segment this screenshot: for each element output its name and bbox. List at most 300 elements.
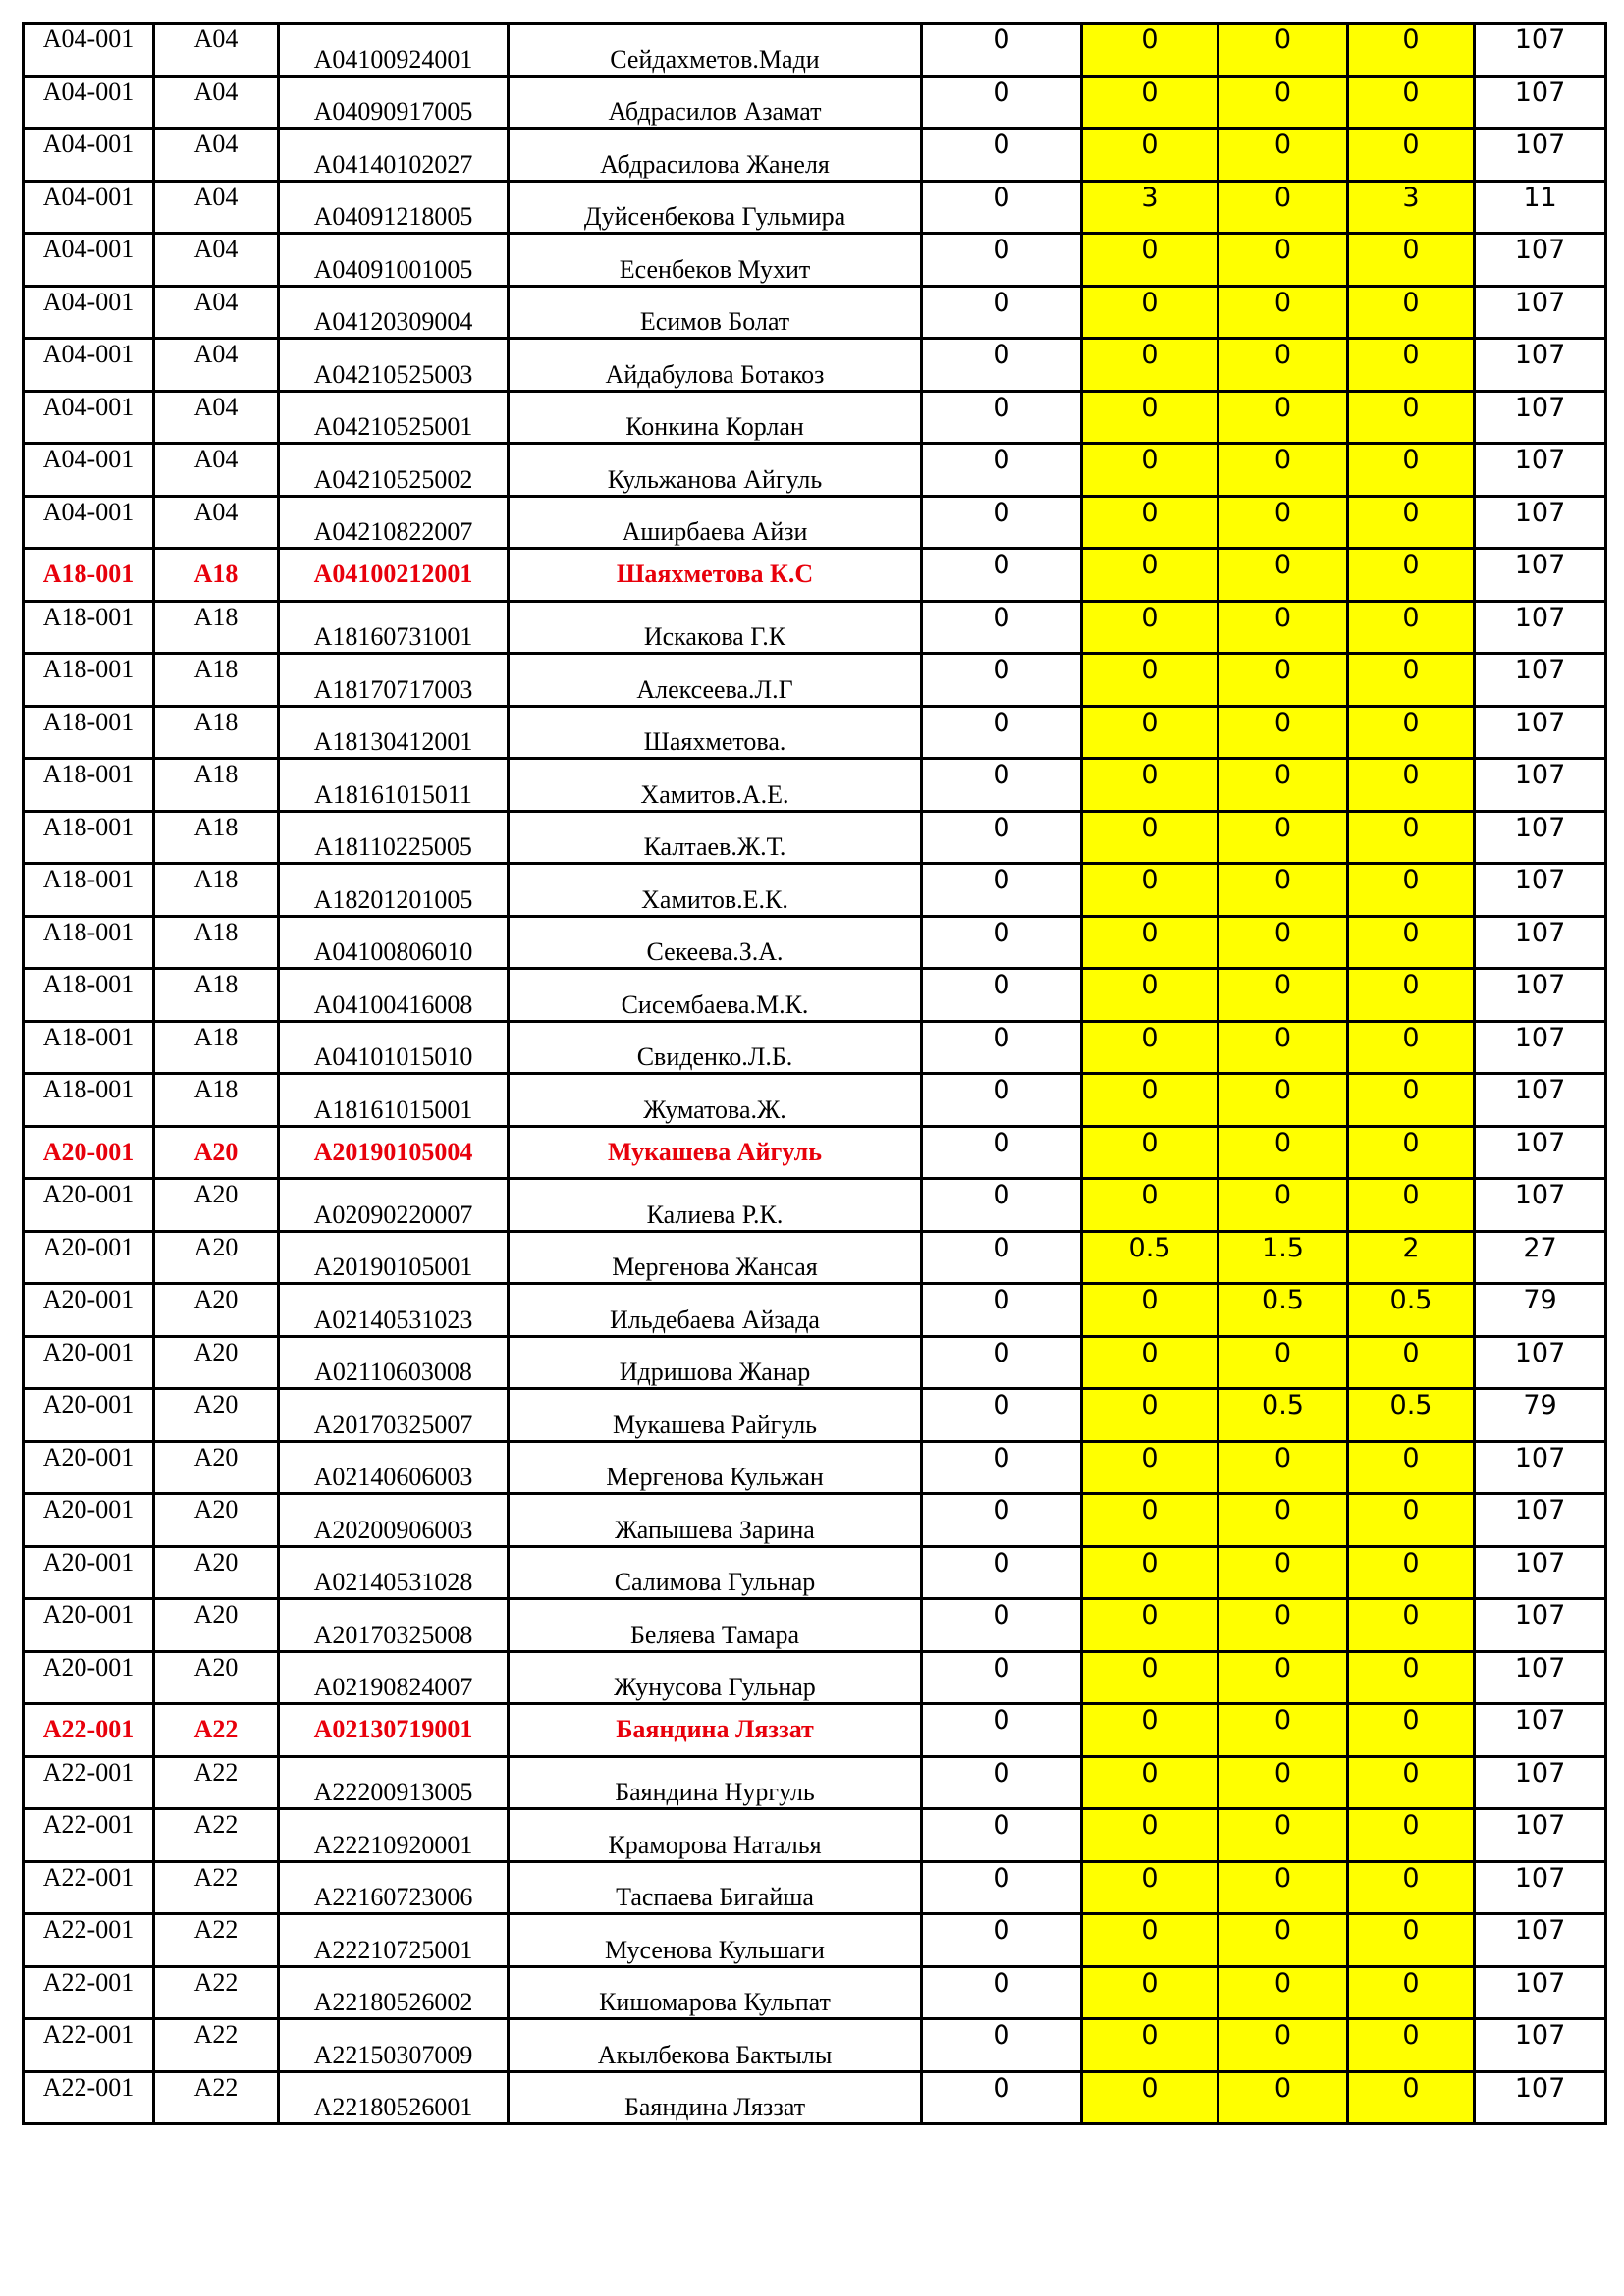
name-cell: Есимов Болат [509, 286, 922, 339]
id-cell: A04120309004 [279, 286, 509, 339]
total-cell: 107 [1475, 24, 1606, 77]
highlight-value-cell: 3 [1082, 181, 1218, 234]
highlight-value-cell: 0 [1348, 2019, 1475, 2072]
code-cell: A04-001 [24, 496, 154, 549]
name-cell: Кишомарова Кульпат [509, 1966, 922, 2019]
value-cell: 0 [922, 76, 1082, 129]
highlight-value-cell: 0 [1218, 1546, 1348, 1599]
highlight-value-cell: 2 [1348, 1231, 1475, 1284]
highlight-value-cell: 0 [1348, 601, 1475, 654]
name-cell: Беляева Тамара [509, 1599, 922, 1652]
highlight-value-cell: 0 [1218, 864, 1348, 917]
highlight-value-cell: 0 [1082, 76, 1218, 129]
value-cell: 0 [922, 2019, 1082, 2072]
total-cell: 107 [1475, 916, 1606, 969]
name-cell: Айдабулова Ботакоз [509, 339, 922, 392]
id-cell: A20190105004 [279, 1126, 509, 1179]
name-cell: Шаяхметова К.С [509, 549, 922, 602]
highlight-value-cell: 0 [1082, 1599, 1218, 1652]
total-cell: 107 [1475, 1074, 1606, 1127]
group-cell: A20 [154, 1336, 279, 1389]
table-row [24, 969, 1606, 1022]
highlight-value-cell: 0 [1218, 1126, 1348, 1179]
table-row [24, 129, 1606, 182]
total-cell: 107 [1475, 1651, 1606, 1704]
highlight-value-cell: 0 [1082, 1074, 1218, 1127]
code-cell: A22-001 [24, 1756, 154, 1809]
table-row [24, 2019, 1606, 2072]
table-row [24, 234, 1606, 287]
table-row [24, 1179, 1606, 1232]
code-cell: A18-001 [24, 916, 154, 969]
highlight-value-cell: 0.5 [1082, 1231, 1218, 1284]
id-cell: A18201201005 [279, 864, 509, 917]
value-cell: 0 [922, 706, 1082, 759]
code-cell: A04-001 [24, 391, 154, 444]
value-cell: 0 [922, 286, 1082, 339]
highlight-value-cell: 0 [1218, 1599, 1348, 1652]
total-cell: 107 [1475, 1599, 1606, 1652]
table-row [24, 811, 1606, 864]
total-cell: 107 [1475, 1126, 1606, 1179]
total-cell: 107 [1475, 129, 1606, 182]
highlight-value-cell: 0 [1218, 1336, 1348, 1389]
highlight-value-cell: 0 [1082, 129, 1218, 182]
highlight-value-cell: 0 [1082, 24, 1218, 77]
value-cell: 0 [922, 1914, 1082, 1967]
group-cell: A20 [154, 1494, 279, 1547]
table-row [24, 1809, 1606, 1862]
highlight-value-cell: 0.5 [1218, 1284, 1348, 1337]
highlight-value-cell: 0 [1082, 1704, 1218, 1757]
id-cell: A22150307009 [279, 2019, 509, 2072]
total-cell: 27 [1475, 1231, 1606, 1284]
value-cell: 0 [922, 1599, 1082, 1652]
table-row [24, 1756, 1606, 1809]
code-cell: A22-001 [24, 1914, 154, 1967]
highlight-value-cell: 0 [1082, 1861, 1218, 1914]
table-row [24, 864, 1606, 917]
table-row [24, 654, 1606, 707]
total-cell: 107 [1475, 654, 1606, 707]
highlight-value-cell: 0 [1348, 864, 1475, 917]
id-cell: A20200906003 [279, 1494, 509, 1547]
table-row [24, 601, 1606, 654]
highlight-value-cell: 0 [1082, 444, 1218, 497]
group-cell: A22 [154, 2071, 279, 2124]
highlight-value-cell: 0 [1348, 1021, 1475, 1074]
highlight-value-cell: 0 [1348, 1336, 1475, 1389]
name-cell: Абдрасилов Азамат [509, 76, 922, 129]
id-cell: A18110225005 [279, 811, 509, 864]
highlight-value-cell: 0 [1218, 181, 1348, 234]
value-cell: 0 [922, 181, 1082, 234]
total-cell: 107 [1475, 496, 1606, 549]
id-cell: A04210525003 [279, 339, 509, 392]
group-cell: A04 [154, 444, 279, 497]
highlight-value-cell: 0 [1348, 2071, 1475, 2124]
code-cell: A20-001 [24, 1441, 154, 1494]
highlight-value-cell: 0 [1348, 1441, 1475, 1494]
highlight-value-cell: 0 [1082, 1336, 1218, 1389]
group-cell: A04 [154, 286, 279, 339]
highlight-value-cell: 0 [1348, 286, 1475, 339]
code-cell: A20-001 [24, 1284, 154, 1337]
code-cell: A04-001 [24, 444, 154, 497]
id-cell: A04090917005 [279, 76, 509, 129]
name-cell: Дуйсенбекова Гульмира [509, 181, 922, 234]
name-cell: Кульжанова Айгуль [509, 444, 922, 497]
value-cell: 0 [922, 129, 1082, 182]
table-row [24, 916, 1606, 969]
name-cell: Аширбаева Айзи [509, 496, 922, 549]
group-cell: A04 [154, 234, 279, 287]
value-cell: 0 [922, 339, 1082, 392]
total-cell: 107 [1475, 234, 1606, 287]
value-cell: 0 [922, 864, 1082, 917]
highlight-value-cell: 0 [1082, 2019, 1218, 2072]
id-cell: A02140531023 [279, 1284, 509, 1337]
total-cell: 107 [1475, 2071, 1606, 2124]
highlight-value-cell: 0 [1348, 1861, 1475, 1914]
id-cell: A04100416008 [279, 969, 509, 1022]
highlight-value-cell: 0 [1348, 1126, 1475, 1179]
highlight-value-cell: 0.5 [1348, 1389, 1475, 1442]
group-cell: A18 [154, 1074, 279, 1127]
id-cell: A20170325007 [279, 1389, 509, 1442]
group-cell: A20 [154, 1651, 279, 1704]
highlight-value-cell: 0 [1348, 706, 1475, 759]
id-cell: A22180526002 [279, 1966, 509, 2019]
table-row [24, 706, 1606, 759]
code-cell: A04-001 [24, 234, 154, 287]
group-cell: A20 [154, 1126, 279, 1179]
highlight-value-cell: 0 [1082, 706, 1218, 759]
highlight-value-cell: 0 [1218, 1914, 1348, 1967]
code-cell: A20-001 [24, 1231, 154, 1284]
highlight-value-cell: 0 [1082, 1756, 1218, 1809]
id-cell: A18161015001 [279, 1074, 509, 1127]
value-cell: 0 [922, 2071, 1082, 2124]
id-cell: A02140531028 [279, 1546, 509, 1599]
highlight-value-cell: 0 [1082, 601, 1218, 654]
id-cell: A04101015010 [279, 1021, 509, 1074]
group-cell: A18 [154, 759, 279, 812]
table-row [24, 1074, 1606, 1127]
table-row [24, 1914, 1606, 1967]
highlight-value-cell: 0 [1218, 549, 1348, 602]
id-cell: A04091001005 [279, 234, 509, 287]
id-cell: A02190824007 [279, 1651, 509, 1704]
id-cell: A04100924001 [279, 24, 509, 77]
highlight-value-cell: 0 [1348, 1546, 1475, 1599]
name-cell: Краморова Наталья [509, 1809, 922, 1862]
id-cell: A22210725001 [279, 1914, 509, 1967]
group-cell: A20 [154, 1546, 279, 1599]
name-cell: Мусенова Кульшаги [509, 1914, 922, 1967]
total-cell: 107 [1475, 1336, 1606, 1389]
name-cell: Сейдахметов.Мади [509, 24, 922, 77]
highlight-value-cell: 0 [1082, 1914, 1218, 1967]
group-cell: A20 [154, 1599, 279, 1652]
group-cell: A18 [154, 654, 279, 707]
id-cell: A20170325008 [279, 1599, 509, 1652]
code-cell: A20-001 [24, 1389, 154, 1442]
total-cell: 107 [1475, 1809, 1606, 1862]
highlight-value-cell: 0 [1348, 1599, 1475, 1652]
id-cell: A04210822007 [279, 496, 509, 549]
highlight-value-cell: 0 [1218, 2071, 1348, 2124]
total-cell: 107 [1475, 601, 1606, 654]
name-cell: Конкина Корлан [509, 391, 922, 444]
id-cell: A22210920001 [279, 1809, 509, 1862]
highlight-value-cell: 0 [1218, 234, 1348, 287]
group-cell: A18 [154, 969, 279, 1022]
code-cell: A18-001 [24, 601, 154, 654]
total-cell: 107 [1475, 1179, 1606, 1232]
name-cell: Мукашева Айгуль [509, 1126, 922, 1179]
code-cell: A04-001 [24, 181, 154, 234]
value-cell: 0 [922, 1861, 1082, 1914]
highlight-value-cell: 0 [1218, 601, 1348, 654]
highlight-value-cell: 0 [1218, 1179, 1348, 1232]
group-cell: A18 [154, 1021, 279, 1074]
group-cell: A22 [154, 1809, 279, 1862]
total-cell: 107 [1475, 339, 1606, 392]
id-cell: A18130412001 [279, 706, 509, 759]
highlight-value-cell: 0 [1348, 759, 1475, 812]
value-cell: 0 [922, 1966, 1082, 2019]
code-cell: A22-001 [24, 1809, 154, 1862]
highlight-value-cell: 0 [1082, 1389, 1218, 1442]
total-cell: 107 [1475, 759, 1606, 812]
value-cell: 0 [922, 444, 1082, 497]
table-row [24, 1389, 1606, 1442]
total-cell: 107 [1475, 1441, 1606, 1494]
highlight-value-cell: 0 [1218, 129, 1348, 182]
value-cell: 0 [922, 391, 1082, 444]
value-cell: 0 [922, 1336, 1082, 1389]
name-cell: Алексеева.Л.Г [509, 654, 922, 707]
code-cell: A04-001 [24, 339, 154, 392]
id-cell: A22160723006 [279, 1861, 509, 1914]
table-row [24, 1284, 1606, 1337]
id-cell: A20190105001 [279, 1231, 509, 1284]
highlight-value-cell: 0 [1348, 1494, 1475, 1547]
highlight-value-cell: 0 [1348, 1914, 1475, 1967]
total-cell: 79 [1475, 1389, 1606, 1442]
group-cell: A20 [154, 1179, 279, 1232]
highlight-value-cell: 0 [1348, 1966, 1475, 2019]
table-row [24, 1651, 1606, 1704]
name-cell: Баяндина Ляззат [509, 1704, 922, 1757]
code-cell: A18-001 [24, 864, 154, 917]
total-cell: 107 [1475, 1756, 1606, 1809]
code-cell: A20-001 [24, 1599, 154, 1652]
group-cell: A18 [154, 549, 279, 602]
group-cell: A22 [154, 1756, 279, 1809]
id-cell: A02140606003 [279, 1441, 509, 1494]
code-cell: A20-001 [24, 1336, 154, 1389]
name-cell: Свиденко.Л.Б. [509, 1021, 922, 1074]
table-row [24, 181, 1606, 234]
group-cell: A18 [154, 601, 279, 654]
total-cell: 107 [1475, 2019, 1606, 2072]
group-cell: A18 [154, 706, 279, 759]
name-cell: Жапышева Зарина [509, 1494, 922, 1547]
value-cell: 0 [922, 1179, 1082, 1232]
name-cell: Жуматова.Ж. [509, 1074, 922, 1127]
group-cell: A18 [154, 864, 279, 917]
highlight-value-cell: 0 [1348, 1074, 1475, 1127]
table-row [24, 496, 1606, 549]
group-cell: A22 [154, 1966, 279, 2019]
group-cell: A04 [154, 181, 279, 234]
total-cell: 107 [1475, 1021, 1606, 1074]
group-cell: A04 [154, 24, 279, 77]
total-cell: 107 [1475, 76, 1606, 129]
table-row-group-head [24, 1704, 1606, 1757]
highlight-value-cell: 0 [1082, 759, 1218, 812]
id-cell: A04100212001 [279, 549, 509, 602]
name-cell: Хамитов.Е.К. [509, 864, 922, 917]
value-cell: 0 [922, 654, 1082, 707]
highlight-value-cell: 0 [1348, 444, 1475, 497]
value-cell: 0 [922, 1389, 1082, 1442]
highlight-value-cell: 0 [1218, 286, 1348, 339]
total-cell: 107 [1475, 549, 1606, 602]
name-cell: Шаяхметова. [509, 706, 922, 759]
highlight-value-cell: 0 [1348, 811, 1475, 864]
highlight-value-cell: 0 [1082, 1651, 1218, 1704]
code-cell: A18-001 [24, 1021, 154, 1074]
name-cell: Таспаева Бигайша [509, 1861, 922, 1914]
group-cell: A22 [154, 2019, 279, 2072]
id-cell: A04210525001 [279, 391, 509, 444]
name-cell: Ильдебаева Айзада [509, 1284, 922, 1337]
total-cell: 107 [1475, 1966, 1606, 2019]
value-cell: 0 [922, 1074, 1082, 1127]
total-cell: 107 [1475, 811, 1606, 864]
value-cell: 0 [922, 1126, 1082, 1179]
name-cell: Мергенова Кульжан [509, 1441, 922, 1494]
name-cell: Идришова Жанар [509, 1336, 922, 1389]
highlight-value-cell: 0 [1218, 339, 1348, 392]
code-cell: A22-001 [24, 1861, 154, 1914]
total-cell: 107 [1475, 1546, 1606, 1599]
table-row [24, 1021, 1606, 1074]
name-cell: Жунусова Гульнар [509, 1651, 922, 1704]
code-cell: A18-001 [24, 1074, 154, 1127]
highlight-value-cell: 0 [1348, 76, 1475, 129]
highlight-value-cell: 0 [1218, 2019, 1348, 2072]
highlight-value-cell: 0 [1082, 496, 1218, 549]
total-cell: 11 [1475, 181, 1606, 234]
highlight-value-cell: 0 [1348, 549, 1475, 602]
data-table [22, 22, 1607, 2125]
name-cell: Секеева.З.А. [509, 916, 922, 969]
code-cell: A04-001 [24, 129, 154, 182]
highlight-value-cell: 0 [1218, 391, 1348, 444]
highlight-value-cell: 0 [1348, 654, 1475, 707]
table-row [24, 1231, 1606, 1284]
total-cell: 107 [1475, 1914, 1606, 1967]
highlight-value-cell: 0 [1218, 1809, 1348, 1862]
value-cell: 0 [922, 759, 1082, 812]
code-cell: A22-001 [24, 1966, 154, 2019]
highlight-value-cell: 0 [1218, 24, 1348, 77]
highlight-value-cell: 0 [1082, 654, 1218, 707]
highlight-value-cell: 0 [1348, 496, 1475, 549]
highlight-value-cell: 0 [1082, 1546, 1218, 1599]
highlight-value-cell: 0 [1348, 916, 1475, 969]
highlight-value-cell: 0 [1082, 391, 1218, 444]
highlight-value-cell: 0 [1082, 1966, 1218, 2019]
highlight-value-cell: 0 [1348, 391, 1475, 444]
highlight-value-cell: 0 [1218, 654, 1348, 707]
total-cell: 107 [1475, 969, 1606, 1022]
group-cell: A04 [154, 76, 279, 129]
id-cell: A02090220007 [279, 1179, 509, 1232]
group-cell: A20 [154, 1389, 279, 1442]
value-cell: 0 [922, 811, 1082, 864]
group-cell: A04 [154, 129, 279, 182]
total-cell: 107 [1475, 444, 1606, 497]
total-cell: 107 [1475, 706, 1606, 759]
highlight-value-cell: 0 [1218, 706, 1348, 759]
value-cell: 0 [922, 1756, 1082, 1809]
highlight-value-cell: 0 [1348, 1756, 1475, 1809]
table-row-group-head [24, 549, 1606, 602]
id-cell: A18170717003 [279, 654, 509, 707]
highlight-value-cell: 0 [1348, 1809, 1475, 1862]
highlight-value-cell: 0 [1348, 339, 1475, 392]
table-row [24, 24, 1606, 77]
table-row [24, 759, 1606, 812]
id-cell: A22200913005 [279, 1756, 509, 1809]
value-cell: 0 [922, 1651, 1082, 1704]
name-cell: Калиева Р.К. [509, 1179, 922, 1232]
group-cell: A18 [154, 811, 279, 864]
highlight-value-cell: 0 [1082, 1021, 1218, 1074]
group-cell: A22 [154, 1914, 279, 1967]
value-cell: 0 [922, 1546, 1082, 1599]
highlight-value-cell: 0 [1082, 1126, 1218, 1179]
value-cell: 0 [922, 1494, 1082, 1547]
name-cell: Акылбекова Бактылы [509, 2019, 922, 2072]
highlight-value-cell: 1.5 [1218, 1231, 1348, 1284]
highlight-value-cell: 0 [1082, 864, 1218, 917]
code-cell: A04-001 [24, 76, 154, 129]
highlight-value-cell: 0 [1348, 1651, 1475, 1704]
id-cell: A22180526001 [279, 2071, 509, 2124]
code-cell: A20-001 [24, 1546, 154, 1599]
name-cell: Искакова Г.К [509, 601, 922, 654]
code-cell: A04-001 [24, 24, 154, 77]
total-cell: 107 [1475, 391, 1606, 444]
value-cell: 0 [922, 1704, 1082, 1757]
value-cell: 0 [922, 1809, 1082, 1862]
value-cell: 0 [922, 549, 1082, 602]
value-cell: 0 [922, 496, 1082, 549]
code-cell: A22-001 [24, 2071, 154, 2124]
name-cell: Мукашева Райгуль [509, 1389, 922, 1442]
id-cell: A04091218005 [279, 181, 509, 234]
highlight-value-cell: 0 [1218, 1861, 1348, 1914]
highlight-value-cell: 0 [1082, 1284, 1218, 1337]
highlight-value-cell: 0 [1218, 496, 1348, 549]
highlight-value-cell: 0 [1082, 549, 1218, 602]
